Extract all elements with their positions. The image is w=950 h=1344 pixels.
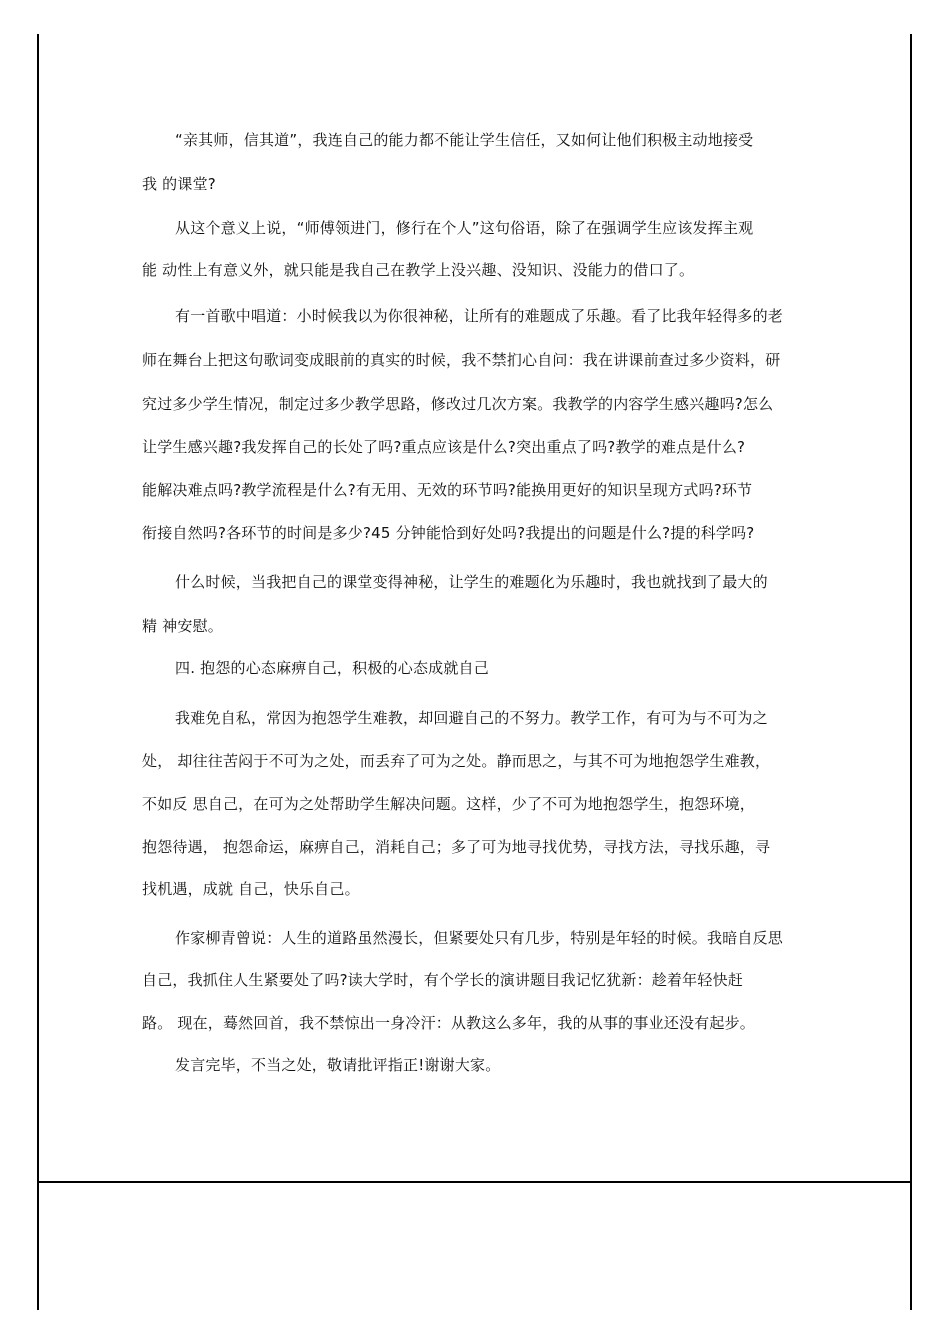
text-line: 从这个意义上说，“师傅领进门，修行在个人”这句俗语，除了在强调学生应该发挥主观 <box>175 219 754 237</box>
text-line: 让学生感兴趣?我发挥自己的长处了吗?重点应该是什么?突出重点了吗?教学的难点是什么? <box>142 438 746 456</box>
text-line: 路。 现在，蓦然回首，我不禁惊出一身冷汗：从教这么多年，我的从事的事业还没有起步。 <box>142 1014 755 1032</box>
text-line: 找机遇，成就 自己，快乐自己。 <box>142 880 360 898</box>
text-line: 抱怨待遇， 抱怨命运，麻痹自己，消耗自己；多了可为地寻找优势，寻找方法，寻找乐趣，寻 <box>142 838 771 856</box>
text-line: 衔接自然吗?各环节的时间是多少?45 分钟能恰到好处吗?我提出的问题是什么?提的科学吗? <box>142 524 755 542</box>
text-line: 处， 却往往苦闷于不可为之处，而丢弃了可为之处。静而思之，与其不可为地抱怨学生难教， <box>142 752 771 770</box>
text-line: 什么时候，当我把自己的课堂变得神秘，让学生的难题化为乐趣时，我也就找到了最大的 <box>175 573 768 591</box>
text-line: 自己，我抓住人生紧要处了吗?读大学时，有个学长的演讲题目我记忆犹新：趁着年轻快赶 <box>142 971 743 989</box>
text-line: “亲其师，信其道”，我连自己的能力都不能让学生信任，又如何让他们积极主动地接受 <box>175 131 754 149</box>
closing-line: 发言完毕，不当之处，敬请批评指正!谢谢大家。 <box>175 1056 501 1074</box>
page-border-left <box>37 34 39 1310</box>
page-border-bottom <box>37 1181 912 1183</box>
page-border-right <box>910 34 912 1310</box>
text-line: 有一首歌中唱道：小时候我以为你很神秘，让所有的难题成了乐趣。看了比我年轻得多的老 <box>175 307 784 325</box>
text-line: 究过多少学生情况，制定过多少教学思路，修改过几次方案。我教学的内容学生感兴趣吗?怎么 <box>142 395 774 413</box>
text-line: 师在舞台上把这句歌词变成眼前的真实的时候，我不禁扪心自问：我在讲课前查过多少资料，研 <box>142 351 781 369</box>
text-line: 我 的课堂? <box>142 175 216 193</box>
text-line: 作家柳青曾说：人生的道路虽然漫长，但紧要处只有几步，特别是年轻的时候。我暗自反思 <box>175 929 784 947</box>
text-line: 我难免自私，常因为抱怨学生难教，却回避自己的不努力。教学工作，有可为与不可为之 <box>175 709 768 727</box>
text-line: 精 神安慰。 <box>142 617 223 635</box>
section-heading: 四. 抱怨的心态麻痹自己，积极的心态成就自己 <box>175 659 489 677</box>
text-line: 不如反 思自己，在可为之处帮助学生解决问题。这样，少了不可为地抱怨学生，抱怨环境， <box>142 795 755 813</box>
text-line: 能解决难点吗?教学流程是什么?有无用、无效的环节吗?能换用更好的知识呈现方式吗?环节 <box>142 481 753 499</box>
text-line: 能 动性上有意义外，就只能是我自己在教学上没兴趣、没知识、没能力的借口了。 <box>142 261 695 279</box>
